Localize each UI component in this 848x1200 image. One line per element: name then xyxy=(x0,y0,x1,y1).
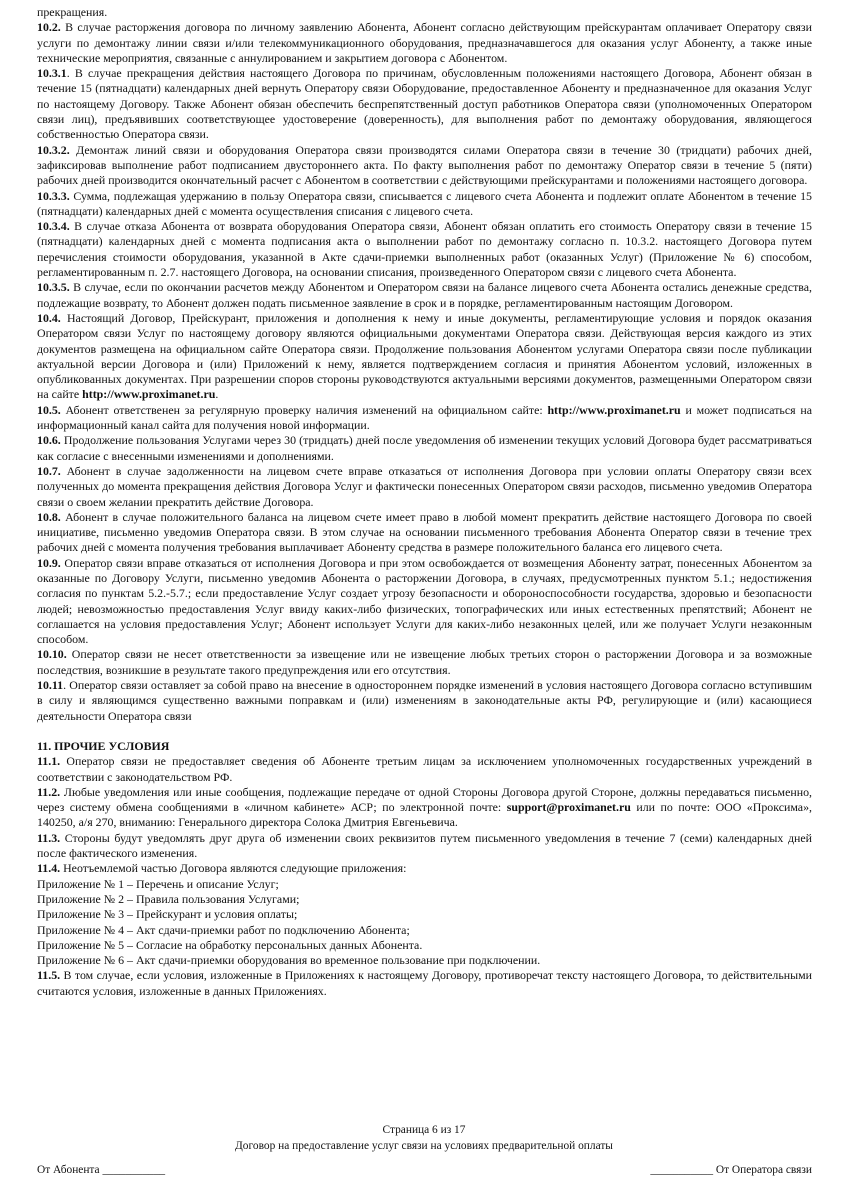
clause-number: 11.4. xyxy=(37,861,61,876)
clause-paragraph xyxy=(37,20,812,66)
clause-number: 10.2. xyxy=(37,20,61,35)
clause-number: 10.10. xyxy=(37,647,67,662)
clause-paragraph xyxy=(37,433,812,464)
clause-text-tail: . xyxy=(215,387,219,402)
clause-paragraph xyxy=(37,5,812,20)
document-body xyxy=(37,5,812,999)
clause-paragraph xyxy=(37,968,812,999)
appendix-list-item: Приложение № 4 – Акт сдачи-приемки работ по подключению Абонента; xyxy=(37,922,410,937)
clause-text: Оператор связи не несет ответственности за извещение или не извещение любых третьих сторон о расторжении Договора и за возможные последствия, возникшие в результате такого предупреждения или его отсутствия. xyxy=(37,647,812,677)
clause-number: 10.6. xyxy=(37,433,61,448)
section-heading xyxy=(37,739,812,754)
clause-text: В том случае, если условия, изложенные в Приложениях к настоящему Договору, противоречат тексту настоящего Договора, то действительными считаются условия, изложенные в данных Приложениях. xyxy=(37,968,812,998)
clause-number: 10.7. xyxy=(37,463,61,478)
subscriber-signature-line: От Абонента ___________ xyxy=(37,1164,166,1176)
appendix-list-item: Приложение № 3 – Прейскурант и условия оплаты; xyxy=(37,907,298,922)
appendix-list-item: Приложение № 5 – Согласие на обработку персональных данных Абонента. xyxy=(37,937,423,952)
contact-reference: support@proximanet.ru xyxy=(506,800,631,815)
operator-signature-line: ___________ От Оператора связи xyxy=(650,1164,812,1176)
page-number: Страница 6 из 17 xyxy=(382,1124,466,1136)
clause-number: 10.5. xyxy=(37,402,61,417)
section-heading-text: 11. ПРОЧИЕ УСЛОВИЯ xyxy=(37,738,170,753)
clause-text: Любые уведомления или иные сообщения, подлежащие передаче от одной Стороны Договора другой Стороне, должны передаваться письменно, через систему обмена сообщениями в «личном кабинете» АСР; по электронной почте: xyxy=(37,784,812,815)
clause-number: 10.3.2. xyxy=(37,142,70,157)
clause-text: В случае, если по окончании расчетов между Абонентом и Оператором связи на балансе лицевого счета Абонента остались денежные средства, подлежащие возврату, то Абонент должен подать письменное заявление в срок и в порядке, регламентированным настоящим Договором. xyxy=(37,280,812,310)
clause-text: Демонтаж линий связи и оборудования Оператора связи производятся силами Оператора связи в течение 30 (тридцати) рабочих дней, зафиксировав выполнение работ подписанием двустороннего акта. По факту выполнения работ по демонтажу Оператор связи в течение 5 (пяти) рабочих дней производится окончательный расчет с Абонентом в соответствии с действующими прейскурантами и положениями настоящего договора. xyxy=(37,142,812,188)
clause-number: 10.11 xyxy=(37,678,64,693)
clause-paragraph xyxy=(37,219,812,280)
clause-paragraph xyxy=(37,143,812,189)
clause-text: . В случае прекращения действия настоящего Договора по причинам, обусловленным положениями настоящего Договора, Абонент обязан в течение 15 (пятнадцати) календарных дней вернуть Оператору связи Оборудование, предоставленное Абоненту и предназначенное для оказания Услуг по настоящему Договору. Также Абонент обязан обеспечить беспрепятственный доступ работников Оператора связи (уполномоченных Оператором связи лиц), предъявивших соответствующее удостоверение (доверенность), для выполнения работ по демонтажу оборудования, являющегося собственностью Оператора связи. xyxy=(37,66,812,142)
clause-text: В случае отказа Абонента от возврата оборудования Оператора связи, Абонент обязан оплатить его стоимость Оператору связи в течение 15 (пятнадцати) календарных дней с момента подписания акта о выполнении работ по демонтажу согласно п. 10.3.2. настоящего Договора путем перечисления стоимости оборудования, указанной в Акте сдачи-приемки выполненных работ (оказанных Услуг) (Приложение № 6) способом, регламентированным п. 2.7. настоящего Договора, на основании списания, произведенного Оператором связи с лицевого счета Абонента. xyxy=(37,219,812,280)
contact-reference: http://www.proximanet.ru xyxy=(547,402,681,417)
clause-number: 11.5. xyxy=(37,968,61,983)
clause-text: Оператор связи вправе отказаться от исполнения Договора и при этом освобождается от возмещения Абоненту затрат, понесенных Абонентом за оказанные по Договору Услуги, письменно уведомив Абонента о расторжении Договора, в случаях, предусмотренных пунктом 5.1.; недостижения согласия по пунктам 5.2.-5.7.; если предоставление Услуг создает угрозу безопасности и обороноспособности государства, здоровью и безопасности людей; невозможностью предоставления Услуг ввиду каких-либо физических, топографических или иных естественных препятствий; Абонент не соглашается на условия предоставления Услуг; Абонент использует Услуги для каких-либо незаконных целей, или же получает Услуги незаконным способом. xyxy=(37,555,812,647)
clause-paragraph xyxy=(37,66,812,142)
clause-number: 10.9. xyxy=(37,555,61,570)
appendix-list-item: Приложение № 6 – Акт сдачи-приемки оборудования во временное пользование при подключении. xyxy=(37,953,541,968)
clause-paragraph xyxy=(37,831,812,862)
clause-paragraph xyxy=(37,754,812,785)
clause-paragraph xyxy=(37,189,812,220)
appendix-list-item: Приложение № 1 – Перечень и описание Услуг; xyxy=(37,876,279,891)
clause-text: Сумма, подлежащая удержанию в пользу Оператора связи, списывается с лицевого счета Абонента и подлежит оплате Абонентом в течение 15 (пятнадцати) календарных дней с момента осуществления списания с лицевого счета. xyxy=(37,188,812,218)
clause-text: Настоящий Договор, Прейскурант, приложения и дополнения к нему и иные документы, регламентирующие условия и порядок оказания Оператором связи Услуг по настоящему договору являются официальными документами Оператора связи. Действующая версия каждого из этих документов размещена на официальном сайте Оператора связи. Продолжение пользования Абонентом услугами Оператора связи после публикации актуальной версии Договора и (или) Приложений к нему, является подтверждением согласия и принятия Абонентом условий, изложенных в опубликованных документах. При разрешении споров стороны руководствуются актуальными версиями документов, размещенными Оператором связи на сайте xyxy=(37,310,812,402)
clause-paragraph xyxy=(37,311,812,403)
clause-number: 10.4. xyxy=(37,310,61,325)
clause-text: Абонент в случае положительного баланса на лицевом счете имеет право в любой момент прекратить действие настоящего Договора по своей инициативе, письменно уведомив Оператора связи. В этом случае на основании письменного требования Абонента Оператор связи в течение трех рабочих дней с момента получения требования выплачивает Абоненту средства в размере положительного баланса его лицевого счета. xyxy=(37,509,812,555)
clause-text: В случае расторжения договора по личному заявлению Абонента, Абонент согласно действующим прейскурантам оплачивает Оператору связи услуги по демонтажу линии связи и/или телекоммуникационного оборудования, предназначавшегося для оказания услуг Абоненту, а также иные технические мероприятия, связанные с аннулированием и закрытием договора с Абонентом. xyxy=(37,20,812,65)
clause-text-tail: или по почте: ООО «Проксима», 140250, а/я 270, вниманию: Генерального директора Солока Дмитрия Евгеньевича. xyxy=(37,800,812,830)
clause-number: 11.2. xyxy=(37,784,61,799)
clause-text: Неотъемлемой частью Договора являются следующие приложения: xyxy=(60,861,407,876)
clause-text: . Оператор связи оставляет за собой право на внесение в одностороннем порядке изменений в условия настоящего Договора согласно вступившим в силу и являющимся существенно важными поправкам и (или) изменениям в законодательные акты РФ, регулирующие и (или) касающиеся деятельности Оператора связи xyxy=(37,678,812,723)
clause-number: 11.1. xyxy=(37,754,61,769)
clause-number: 10.8. xyxy=(37,509,61,524)
clause-paragraph xyxy=(37,647,812,678)
clause-text: прекращения. xyxy=(37,5,108,19)
clause-paragraph xyxy=(37,464,812,510)
clause-number: 10.3.3. xyxy=(37,188,70,203)
clause-paragraph xyxy=(37,280,812,311)
clause-number: 10.3.4. xyxy=(37,219,70,234)
clause-number: 11.3. xyxy=(37,830,61,845)
clause-paragraph xyxy=(37,678,812,724)
clause-paragraph xyxy=(37,861,812,876)
clause-number: 10.3.5. xyxy=(37,280,70,295)
clause-text: Продолжение пользования Услугами через 30 (тридцать) дней после уведомления об изменении текущих условий Договора будет рассматриваться как согласие с внесенными изменениями и дополнениями. xyxy=(37,433,812,463)
clause-number: 10.3.1 xyxy=(37,66,67,81)
clause-text: Оператор связи не предоставляет сведения об Абоненте третьим лицам за исключением уполномоченных государственных учреждений в соответствии с законодательством РФ. xyxy=(37,754,812,784)
page-footer xyxy=(0,1122,848,1154)
clause-text: Абонент ответственен за регулярную проверку наличия изменений на официальном сайте: xyxy=(60,402,548,417)
document-title: Договор на предоставление услуг связи на условиях предварительной оплаты xyxy=(235,1140,613,1152)
clause-text: Абонент в случае задолженности на лицевом счете вправе отказаться от исполнения Договора при условии оплаты Оператору связи всех полученных до момента прекращения действия Договора Услуг и фактически понесенных Оператором связи расходов, письменно уведомив Оператора связи о своем желании прекратить действие Договора. xyxy=(37,463,812,509)
clause-paragraph xyxy=(37,785,812,831)
clause-paragraph xyxy=(37,556,812,648)
contact-reference: http://www.proximanet.ru xyxy=(82,387,216,402)
clause-paragraph xyxy=(37,510,812,556)
appendix-list-item: Приложение № 2 – Правила пользования Услугами; xyxy=(37,891,300,906)
clause-text-tail: и может подписаться на информационный канал сайта для получения новой информации. xyxy=(37,402,812,433)
clause-text: Стороны будут уведомлять друг друга об изменении своих реквизитов путем письменного уведомления в течение 7 (семи) календарных дней после фактического изменения. xyxy=(37,830,812,861)
clause-paragraph xyxy=(37,403,812,434)
